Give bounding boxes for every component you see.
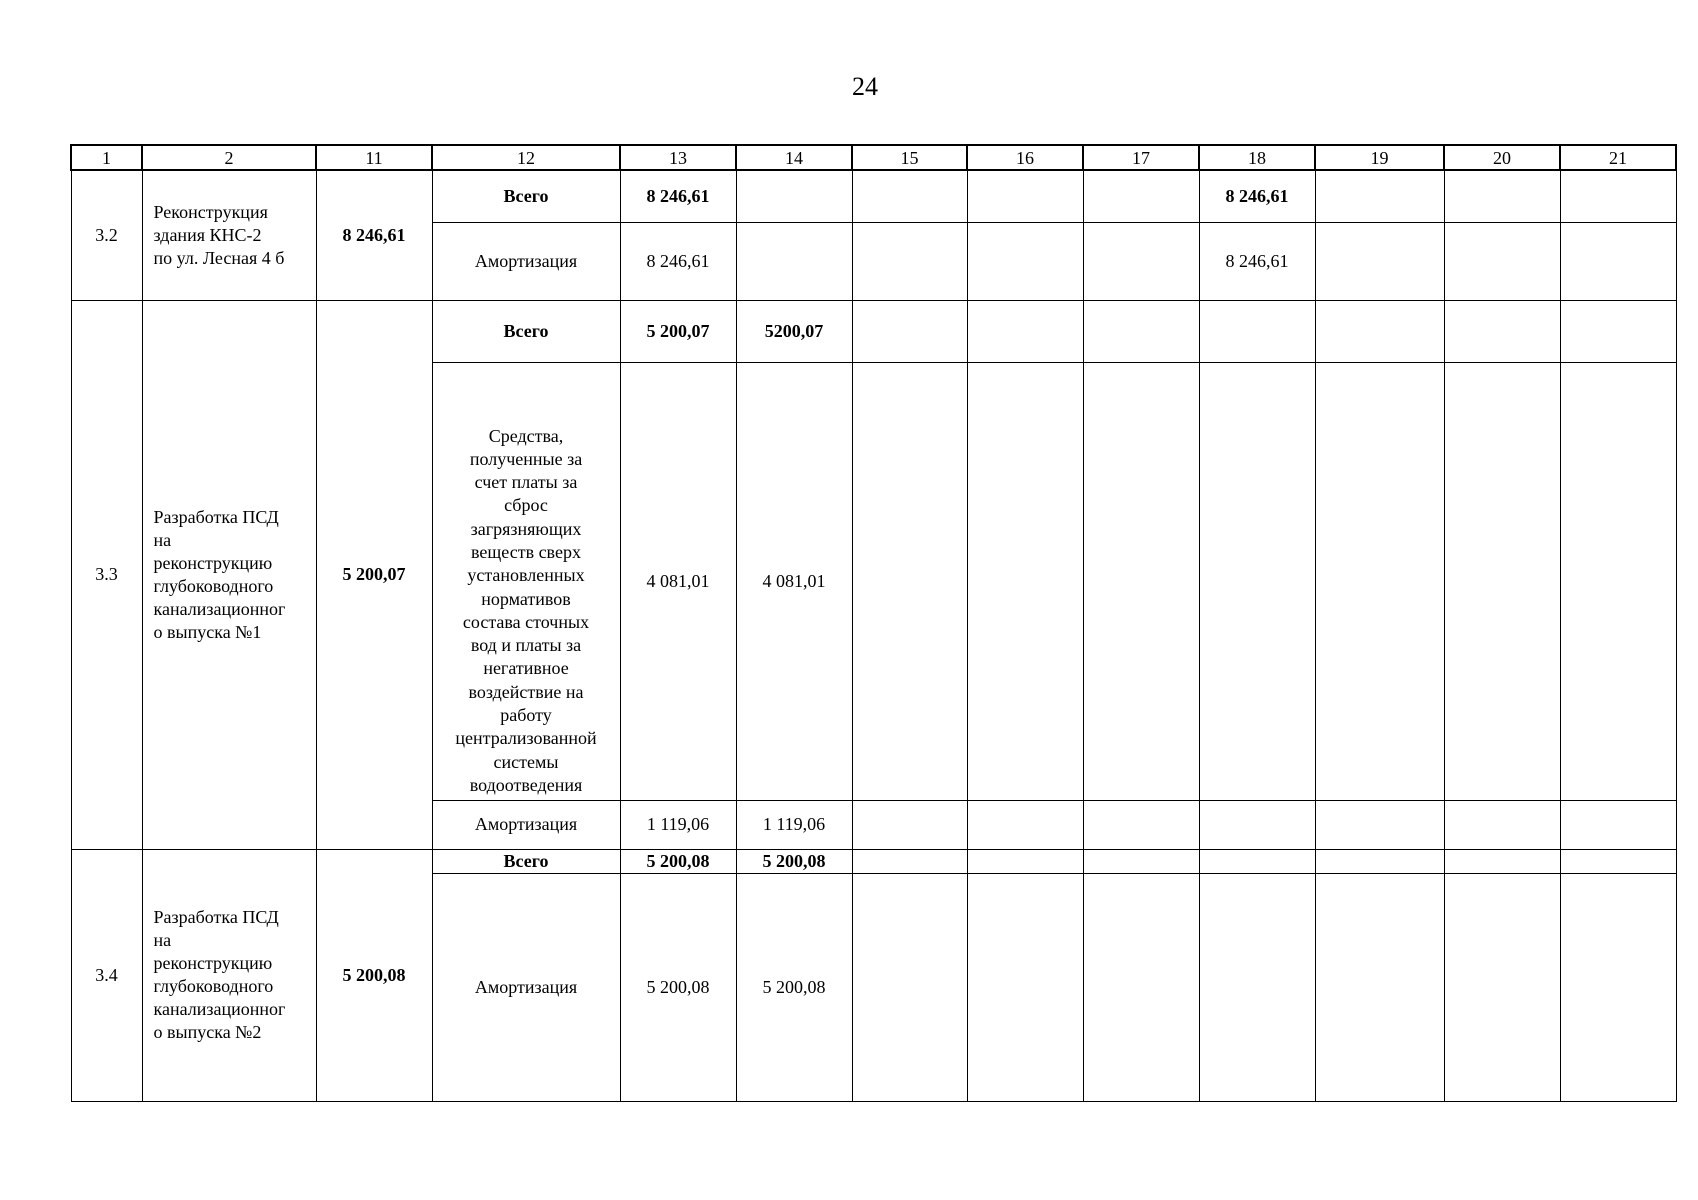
cell-21 xyxy=(1560,873,1676,1101)
cell-20 xyxy=(1444,849,1560,873)
col-header: 15 xyxy=(852,145,967,170)
funding-source: Амортизация xyxy=(432,873,620,1101)
cell-15 xyxy=(852,849,967,873)
cell-18 xyxy=(1199,849,1315,873)
item-number: 3.2 xyxy=(71,170,142,300)
cell-21 xyxy=(1560,300,1676,362)
funding-source: Средства, полученные за счет платы за сброс загрязняющих веществ сверх установленных нормативов состава сточных вод и платы за негативное воздействие на работу централизованной системы водоотведения xyxy=(432,362,620,800)
col-header: 19 xyxy=(1315,145,1444,170)
cell-20 xyxy=(1444,800,1560,849)
header-row xyxy=(71,145,1676,170)
cell-14 xyxy=(736,170,852,222)
cell-15 xyxy=(852,800,967,849)
cell-17 xyxy=(1083,800,1199,849)
cell-21 xyxy=(1560,222,1676,300)
funding-source: Всего xyxy=(432,170,620,222)
item-name: Реконструкция здания КНС-2 по ул. Лесная 4 б xyxy=(142,170,316,300)
cell-13: 8 246,61 xyxy=(620,222,736,300)
cell-16 xyxy=(967,800,1083,849)
cell-15 xyxy=(852,222,967,300)
cell-19 xyxy=(1315,873,1444,1101)
cell-17 xyxy=(1083,849,1199,873)
item-total: 5 200,07 xyxy=(316,300,432,849)
col-header: 2 xyxy=(142,145,316,170)
cell-13: 8 246,61 xyxy=(620,170,736,222)
col-header: 16 xyxy=(967,145,1083,170)
cell-14: 1 119,06 xyxy=(736,800,852,849)
cell-18: 8 246,61 xyxy=(1199,170,1315,222)
cell-19 xyxy=(1315,222,1444,300)
cell-14 xyxy=(736,222,852,300)
table-row xyxy=(71,170,1676,222)
page-number: 24 xyxy=(852,72,878,101)
cell-18 xyxy=(1199,800,1315,849)
item-number: 3.3 xyxy=(71,300,142,849)
cell-16 xyxy=(967,300,1083,362)
cell-18: 8 246,61 xyxy=(1199,222,1315,300)
cell-15 xyxy=(852,362,967,800)
cell-16 xyxy=(967,170,1083,222)
cell-13: 5 200,08 xyxy=(620,849,736,873)
cell-21 xyxy=(1560,849,1676,873)
cell-21 xyxy=(1560,800,1676,849)
cell-14: 5200,07 xyxy=(736,300,852,362)
cell-19 xyxy=(1315,170,1444,222)
item-total: 5 200,08 xyxy=(316,849,432,1101)
cell-18 xyxy=(1199,362,1315,800)
cell-16 xyxy=(967,362,1083,800)
cell-17 xyxy=(1083,873,1199,1101)
item-name: Разработка ПСД на реконструкцию глубоководного канализационног о выпуска №1 xyxy=(142,300,316,849)
cell-14: 5 200,08 xyxy=(736,873,852,1101)
cell-17 xyxy=(1083,362,1199,800)
cell-13: 5 200,07 xyxy=(620,300,736,362)
cell-16 xyxy=(967,849,1083,873)
cell-18 xyxy=(1199,873,1315,1101)
cell-20 xyxy=(1444,300,1560,362)
cell-20 xyxy=(1444,222,1560,300)
cell-19 xyxy=(1315,849,1444,873)
funding-source: Амортизация xyxy=(432,800,620,849)
item-total: 8 246,61 xyxy=(316,170,432,300)
budget-table xyxy=(70,144,1677,1102)
table-row xyxy=(71,849,1676,873)
funding-source: Амортизация xyxy=(432,222,620,300)
cell-19 xyxy=(1315,362,1444,800)
table-row xyxy=(71,300,1676,362)
cell-19 xyxy=(1315,300,1444,362)
cell-13: 4 081,01 xyxy=(620,362,736,800)
cell-14: 5 200,08 xyxy=(736,849,852,873)
cell-20 xyxy=(1444,873,1560,1101)
cell-15 xyxy=(852,873,967,1101)
col-header: 20 xyxy=(1444,145,1560,170)
col-header: 14 xyxy=(736,145,852,170)
cell-16 xyxy=(967,873,1083,1101)
col-header: 21 xyxy=(1560,145,1676,170)
funding-source: Всего xyxy=(432,849,620,873)
col-header: 13 xyxy=(620,145,736,170)
cell-15 xyxy=(852,300,967,362)
cell-14: 4 081,01 xyxy=(736,362,852,800)
cell-17 xyxy=(1083,170,1199,222)
cell-16 xyxy=(967,222,1083,300)
cell-20 xyxy=(1444,362,1560,800)
col-header: 17 xyxy=(1083,145,1199,170)
cell-17 xyxy=(1083,300,1199,362)
item-number: 3.4 xyxy=(71,849,142,1101)
cell-21 xyxy=(1560,362,1676,800)
funding-source: Всего xyxy=(432,300,620,362)
cell-15 xyxy=(852,170,967,222)
col-header: 18 xyxy=(1199,145,1315,170)
cell-17 xyxy=(1083,222,1199,300)
cell-21 xyxy=(1560,170,1676,222)
cell-13: 1 119,06 xyxy=(620,800,736,849)
col-header: 12 xyxy=(432,145,620,170)
item-name: Разработка ПСД на реконструкцию глубоководного канализационног о выпуска №2 xyxy=(142,849,316,1101)
cell-20 xyxy=(1444,170,1560,222)
col-header: 11 xyxy=(316,145,432,170)
cell-18 xyxy=(1199,300,1315,362)
cell-19 xyxy=(1315,800,1444,849)
cell-13: 5 200,08 xyxy=(620,873,736,1101)
col-header: 1 xyxy=(71,145,142,170)
